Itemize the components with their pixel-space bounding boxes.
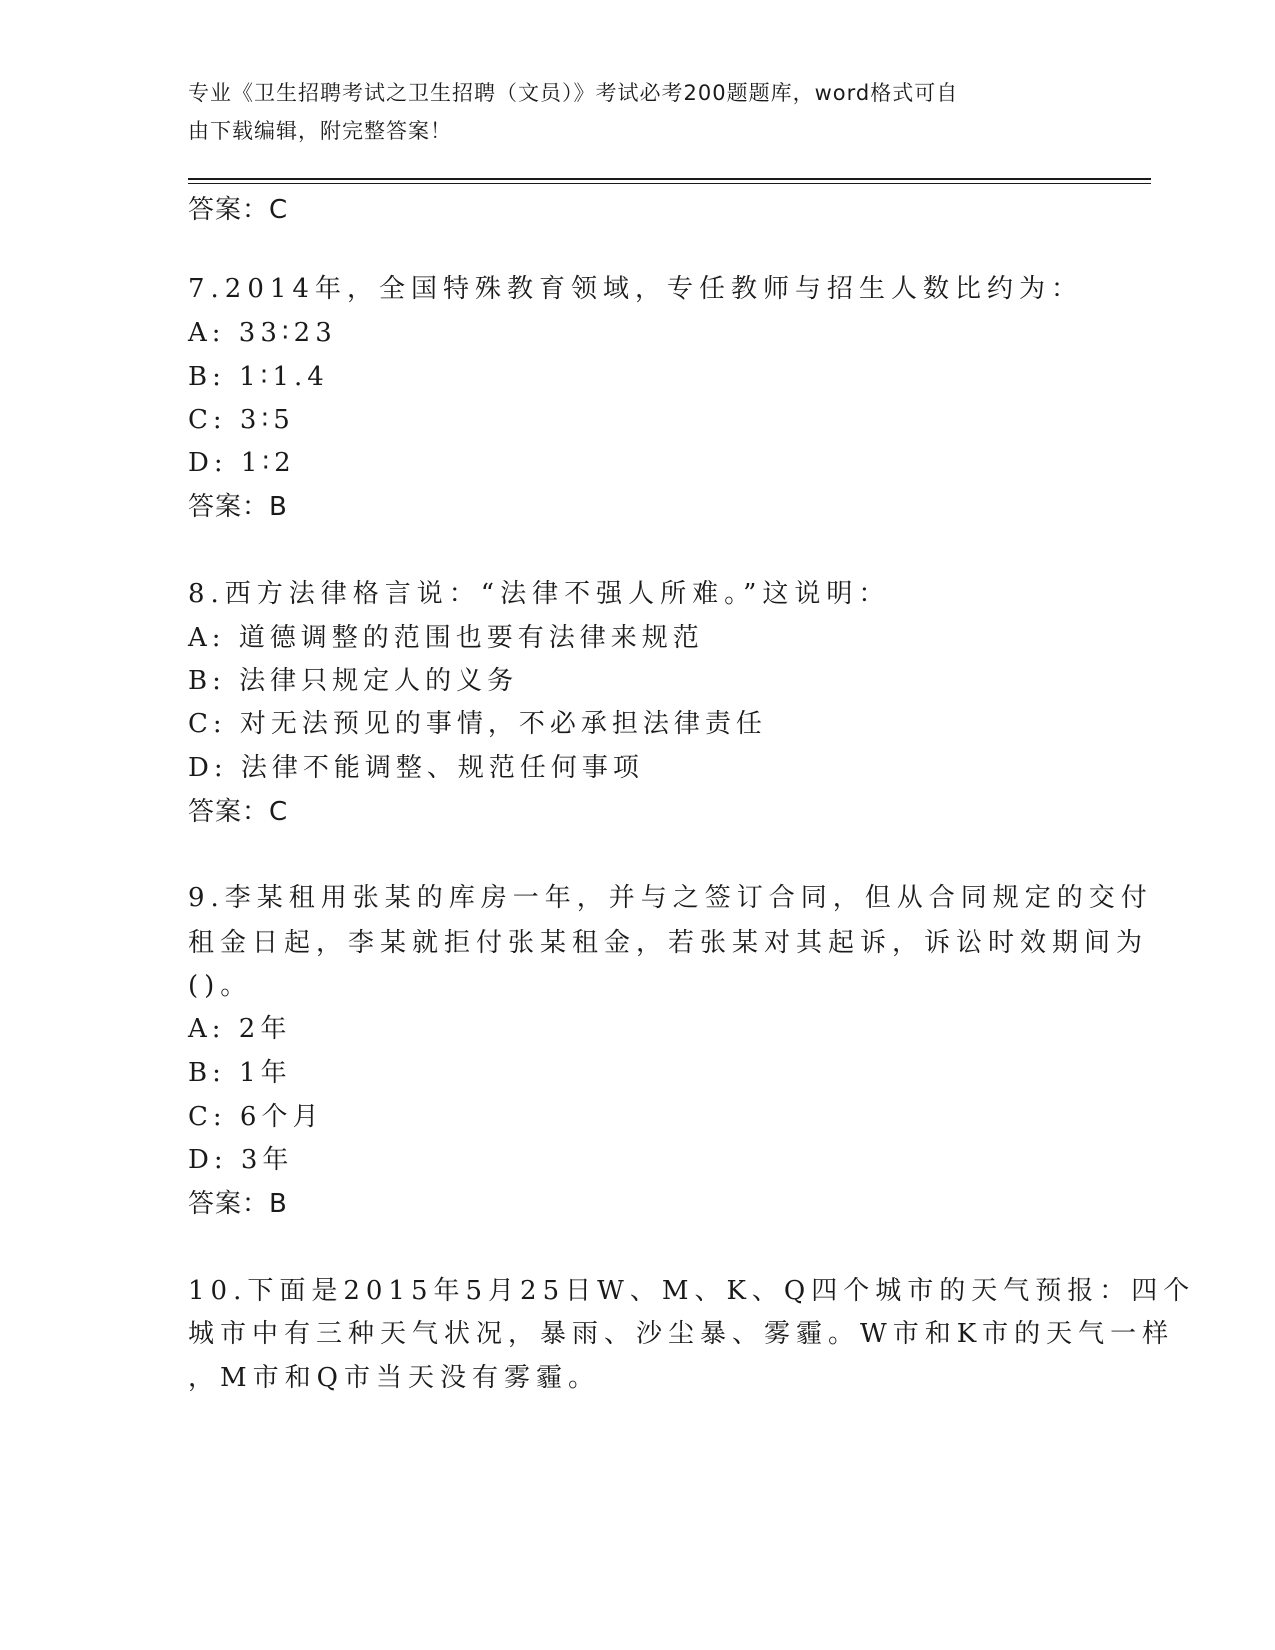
question-9-answer: 答案：B xyxy=(188,1189,288,1219)
question-9-text-line-3: ()。 xyxy=(188,971,253,1001)
question-10-text-line-2: 城市中有三种天气状况，暴雨、沙尘暴、雾霾。W市和K市的天气一样 xyxy=(188,1319,1175,1349)
question-10-text-line-1: 10.下面是2015年5月25日W、M、K、Q四个城市的天气预报：四个 xyxy=(188,1276,1196,1306)
question-9-option-c: C: 6个月 xyxy=(188,1102,324,1132)
question-7-option-a: A: 33∶23 xyxy=(188,318,337,348)
question-8-option-d: D: 法律不能调整、规范任何事项 xyxy=(188,753,644,783)
question-9-option-b: B: 1年 xyxy=(188,1058,292,1088)
question-9-text-line-1: 9.李某租用张某的库房一年，并与之签订合同，但从合同规定的交付 xyxy=(188,883,1153,913)
question-8-answer: 答案：C xyxy=(188,797,289,827)
question-8-text: 8.西方法律格言说：“法律不强人所难。”这说明： xyxy=(188,579,891,609)
header-line-1: 专业《卫生招聘考试之卫生招聘（文员）》考试必考200题题库，word格式可自 xyxy=(188,81,959,105)
header-divider-thin xyxy=(188,183,1151,184)
question-9-option-d: D: 3年 xyxy=(188,1145,294,1175)
previous-answer: 答案：C xyxy=(188,195,289,225)
question-7-option-d: D: 1∶2 xyxy=(188,448,296,478)
question-8-option-a: A: 道德调整的范围也要有法律来规范 xyxy=(188,623,704,653)
question-7-answer: 答案：B xyxy=(188,492,288,522)
header-line-2: 由下载编辑，附完整答案！ xyxy=(188,119,452,143)
question-9-text-line-2: 租金日起，李某就拒付张某租金，若张某对其起诉，诉讼时效期间为 xyxy=(188,928,1149,958)
question-9-option-a: A: 2年 xyxy=(188,1014,292,1044)
question-8-option-c: C: 对无法预见的事情，不必承担法律责任 xyxy=(188,709,767,739)
document-header xyxy=(188,74,1068,150)
question-10-text-line-3: ，M市和Q市当天没有雾霾。 xyxy=(188,1363,600,1393)
question-7-text: 7.2014年，全国特殊教育领域，专任教师与招生人数比约为： xyxy=(188,274,1083,304)
header-divider-thick xyxy=(188,178,1151,180)
question-7-option-b: B: 1∶1.4 xyxy=(188,362,329,392)
question-7-option-c: C: 3∶5 xyxy=(188,405,295,435)
question-8-option-b: B: 法律只规定人的义务 xyxy=(188,666,519,696)
